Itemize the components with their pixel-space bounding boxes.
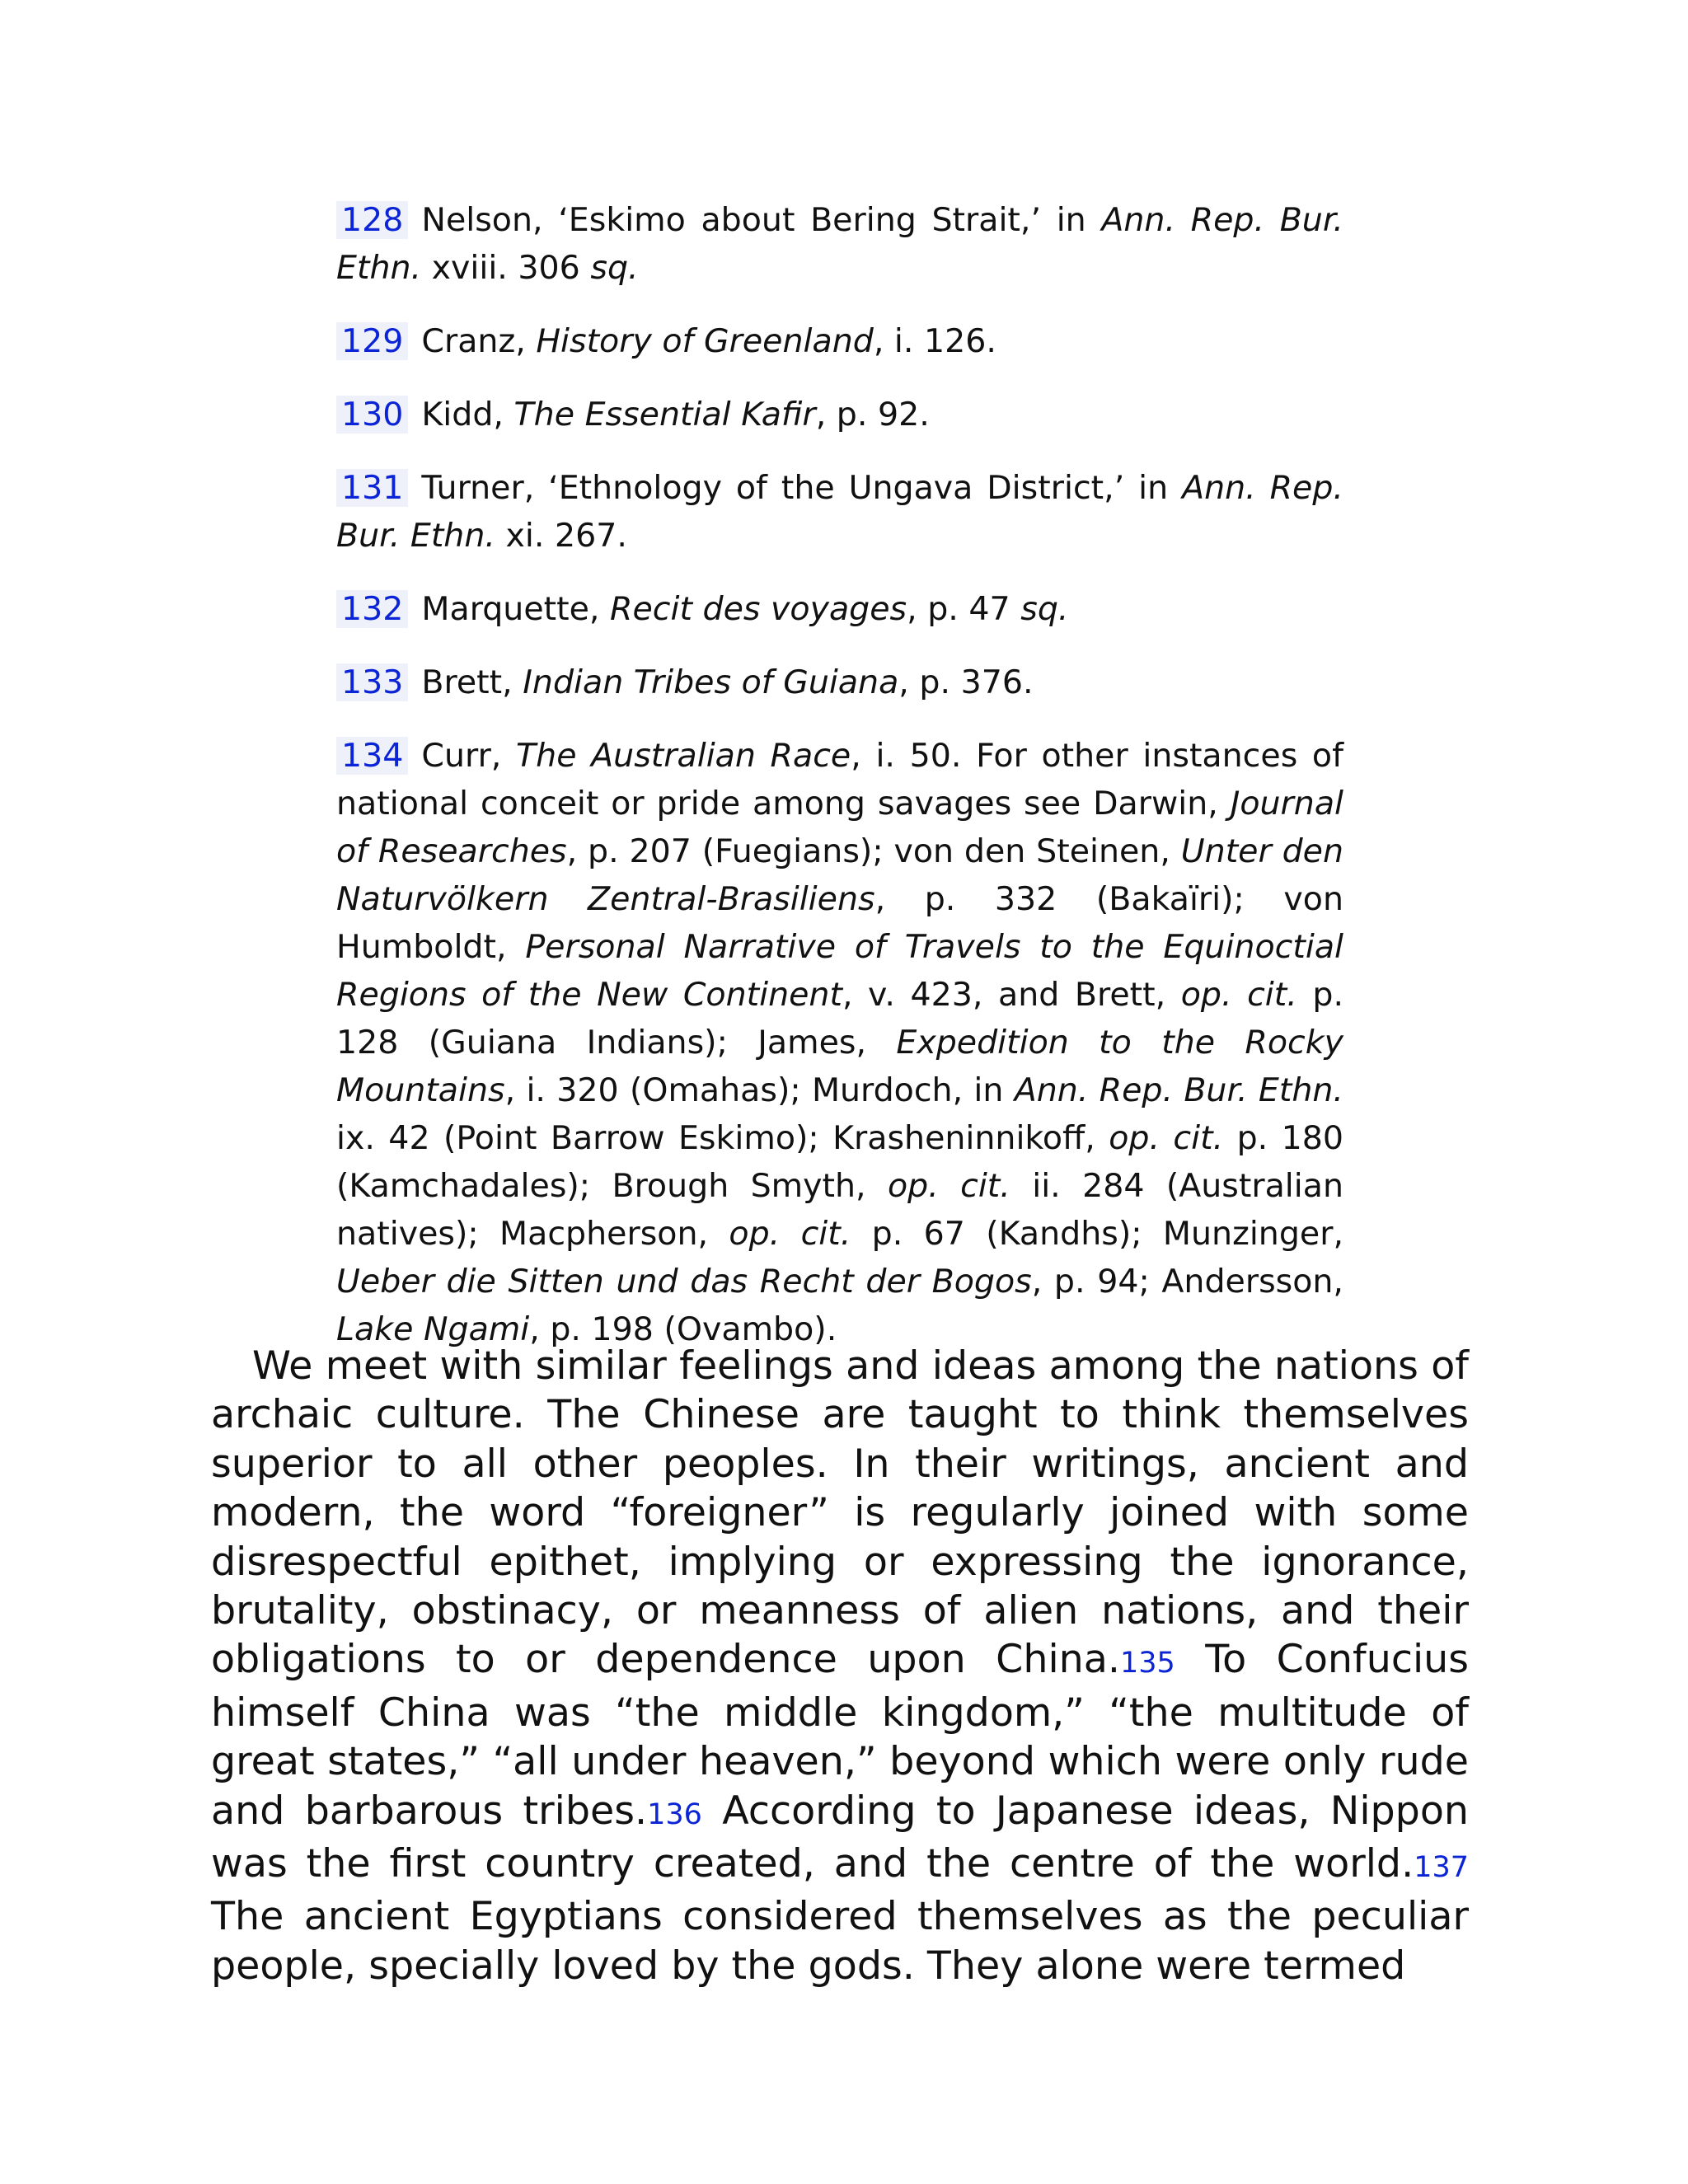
footnote-number-link[interactable]: 134 bbox=[336, 737, 408, 775]
footnote-italic-text: History of Greenland bbox=[536, 322, 874, 360]
footnote-134 bbox=[336, 732, 1343, 1353]
footnote-text: , p. 92. bbox=[815, 396, 930, 434]
body-text-segment: We meet with similar feelings and ideas among the nations of archaic culture. The Chinese are taught to think themselves superior to all other peoples. In their writings, ancient and modern, the word “foreigner” is regularly joined with some disrespectful epithet, implying or expressing the ignorance, brutality, obstinacy, or meanness of alien nations, and their obligations to or dependence upon China. bbox=[211, 1343, 1469, 1683]
footnote-text: Kidd, bbox=[421, 396, 514, 434]
footnote-italic-text: op. cit. bbox=[1180, 976, 1297, 1014]
footnote-italic-text: Ann. Rep. Bur. Ethn. bbox=[336, 201, 1343, 287]
footnote-132 bbox=[336, 585, 1343, 633]
footnote-number-link[interactable]: 132 bbox=[336, 590, 408, 628]
footnote-italic-text: op. cit. bbox=[729, 1215, 851, 1253]
footnote-text: Curr, bbox=[421, 737, 517, 775]
footnote-text: , p. 94; Andersson, bbox=[1031, 1263, 1343, 1301]
footnote-text: xi. 267. bbox=[495, 517, 627, 555]
footnotes-section bbox=[336, 196, 1343, 1379]
footnote-text: , i. 320 (Omahas); Murdoch, in bbox=[504, 1071, 1015, 1109]
footnote-reference-link[interactable]: 136 bbox=[647, 1797, 702, 1831]
footnote-italic-text: sq. bbox=[590, 249, 639, 287]
footnote-italic-text: Expedition to the Rocky Mountains bbox=[336, 1024, 1343, 1109]
footnote-text: p. 128 (Guiana Indians); James, bbox=[336, 976, 1343, 1062]
body-text-segment: According to Japanese ideas, Nippon was the first country created, and the centre of the world. bbox=[211, 1788, 1469, 1887]
footnote-reference-link[interactable]: 135 bbox=[1119, 1647, 1175, 1680]
footnote-text: Turner, ‘Ethnology of the Ungava District,’ in bbox=[421, 469, 1183, 507]
footnote-number-link[interactable]: 133 bbox=[336, 663, 408, 701]
body-text-segment: To Confucius himself China was “the middle kingdom,” “the multitude of great states,” “all under heaven,” beyond which were only rude and barbarous tribes. bbox=[211, 1637, 1469, 1834]
footnote-italic-text: Lake Ngami bbox=[336, 1310, 530, 1348]
footnote-text: ix. 42 (Point Barrow Eskimo); Krasheninnikoff, bbox=[336, 1119, 1109, 1157]
footnote-129 bbox=[336, 317, 1343, 365]
footnote-text: Marquette, bbox=[421, 590, 611, 628]
footnote-italic-text: Unter den Naturvölkern Zentral-Brasiliens bbox=[336, 832, 1343, 918]
footnote-italic-text: The Australian Race bbox=[516, 737, 851, 775]
footnote-italic-text: Personal Narrative of Travels to the Equinoctial Regions of the New Continent bbox=[336, 928, 1343, 1014]
footnote-italic-text: Ann. Rep. Bur. Ethn. bbox=[1014, 1071, 1343, 1109]
footnote-text: , p. 47 bbox=[907, 590, 1021, 628]
footnote-italic-text: sq. bbox=[1020, 590, 1069, 628]
footnote-italic-text: Recit des voyages bbox=[610, 590, 907, 628]
footnote-italic-text: op. cit. bbox=[1109, 1119, 1224, 1157]
footnote-italic-text: Ueber die Sitten und das Recht der Bogos bbox=[336, 1263, 1032, 1301]
footnote-text: , i. 126. bbox=[873, 322, 996, 360]
footnote-text: p. 180 (Kamchadales); Brough Smyth, bbox=[336, 1119, 1343, 1205]
footnote-text: Nelson, ‘Eskimo about Bering Strait,’ in bbox=[421, 201, 1102, 239]
footnote-italic-text: op. cit. bbox=[887, 1167, 1010, 1205]
body-paragraph bbox=[211, 1342, 1469, 1990]
footnote-number-link[interactable]: 129 bbox=[336, 322, 408, 360]
footnote-text: Cranz, bbox=[421, 322, 537, 360]
footnote-text: , v. 423, and Brett, bbox=[842, 976, 1181, 1014]
footnote-text: , p. 198 (Ovambo). bbox=[529, 1310, 837, 1348]
footnote-text: , p. 207 (Fuegians); von den Steinen, bbox=[566, 832, 1181, 870]
footnote-reference-link[interactable]: 137 bbox=[1414, 1851, 1469, 1885]
footnote-text: , p. 376. bbox=[898, 663, 1034, 701]
footnote-text: Brett, bbox=[421, 663, 523, 701]
footnote-italic-text: Ann. Rep. Bur. Ethn. bbox=[336, 469, 1343, 555]
footnote-italic-text: Journal of Researches bbox=[336, 785, 1343, 870]
footnote-italic-text: Indian Tribes of Guiana bbox=[523, 663, 899, 701]
footnote-text: , i. 50. For other instances of national conceit or pride among savages see Darwin, bbox=[336, 737, 1343, 823]
footnote-italic-text: The Essential Kafir bbox=[513, 396, 816, 434]
body-text-segment: The ancient Egyptians considered themselves as the peculiar people, specially loved by the gods. They alone were termed bbox=[211, 1894, 1469, 1989]
footnote-number-link[interactable]: 128 bbox=[336, 201, 408, 239]
footnote-text: xviii. 306 bbox=[421, 249, 591, 287]
footnote-130 bbox=[336, 391, 1343, 438]
footnote-text: p. 67 (Kandhs); Munzinger, bbox=[851, 1215, 1343, 1253]
footnote-text: , p. 332 (Bakaïri); von Humboldt, bbox=[336, 880, 1344, 966]
footnote-number-link[interactable]: 131 bbox=[336, 469, 408, 507]
footnote-text: ii. 284 (Australian natives); Macpherson, bbox=[336, 1167, 1343, 1253]
footnote-131 bbox=[336, 464, 1343, 560]
footnote-133 bbox=[336, 658, 1343, 706]
footnote-number-link[interactable]: 130 bbox=[336, 396, 408, 434]
footnote-128 bbox=[336, 196, 1343, 292]
